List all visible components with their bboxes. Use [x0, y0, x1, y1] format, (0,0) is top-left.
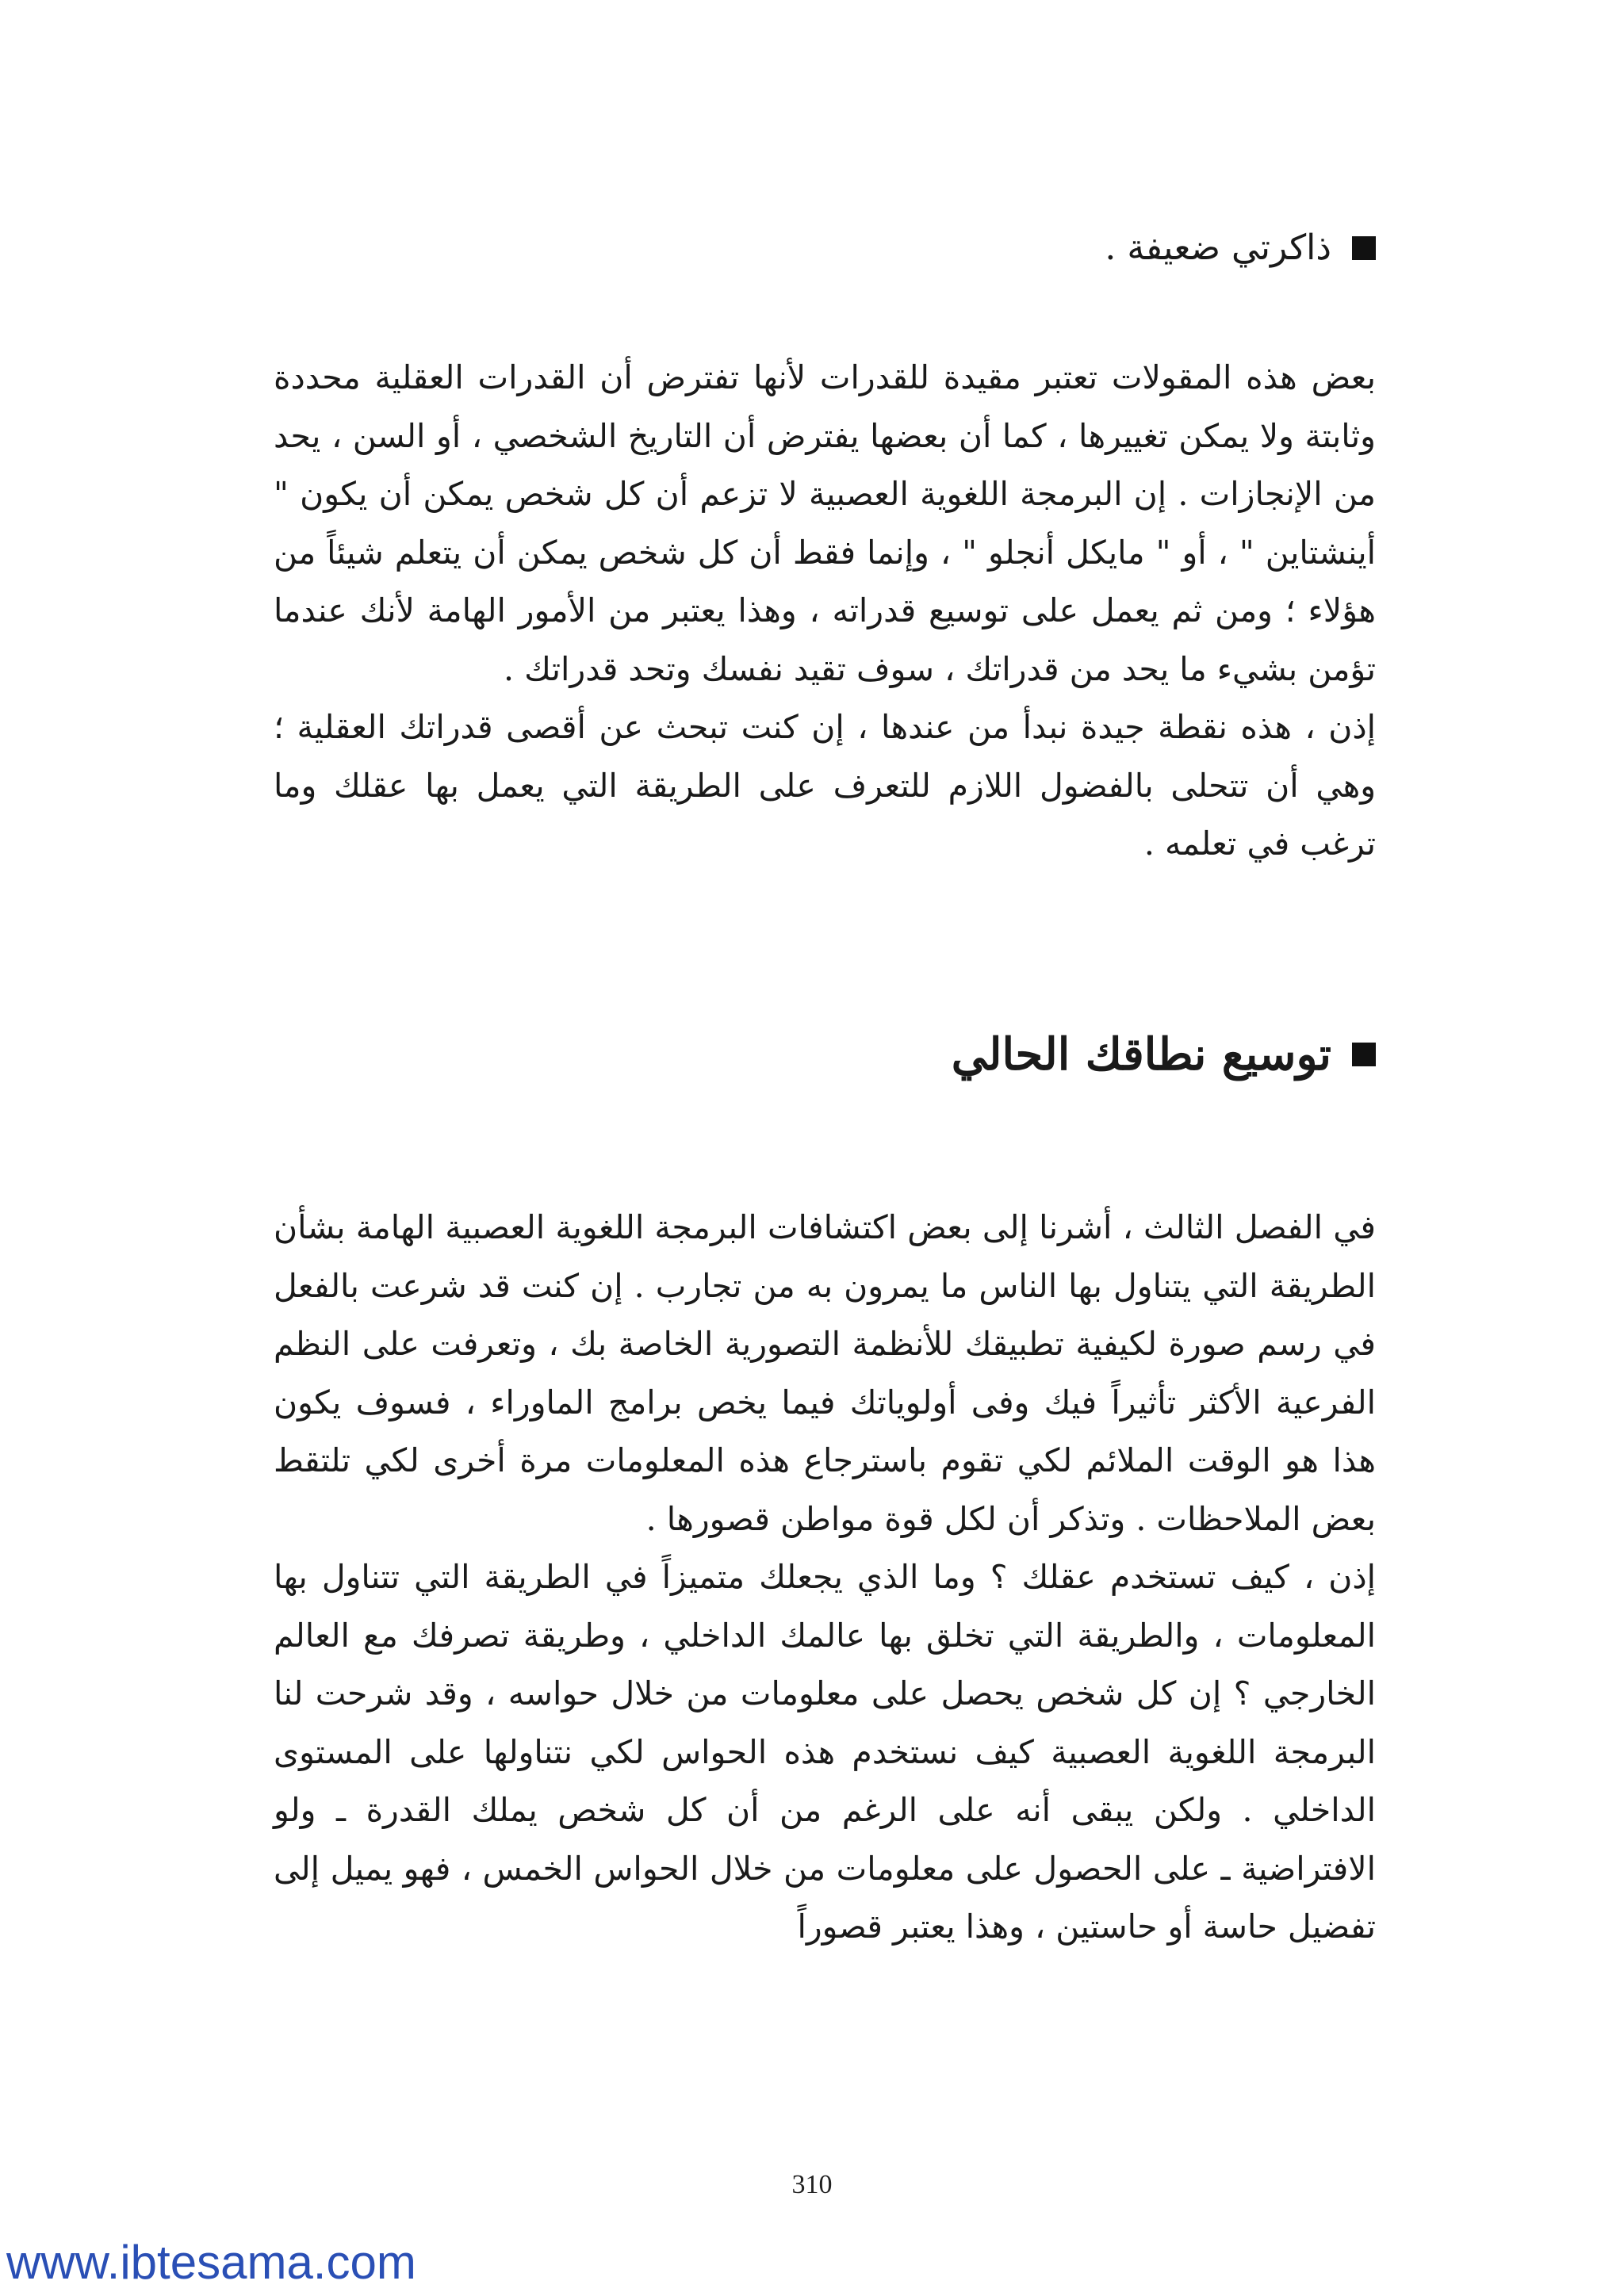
section-body	[274, 349, 1376, 874]
section-heading	[952, 1023, 1376, 1086]
bullet-item	[1105, 224, 1376, 272]
section-body	[274, 1199, 1376, 1957]
bullet-text: ذاكرتي ضعيفة .	[1105, 228, 1331, 268]
paragraph: إذن ، هذه نقطة جيدة نبدأ من عندها ، إن كنت تبحث عن أقصى قدراتك العقلية ؛ وهي أن تتحلى بالفضول اللازم للتعرف على الطريقة التي يعمل بها عقلك وما ترغب في تعلمه .	[274, 708, 1376, 863]
paragraph: بعض هذه المقولات تعتبر مقيدة للقدرات لأنها تفترض أن القدرات العقلية محددة وثابتة ولا يمكن تغييرها ، كما أن بعضها يفترض أن التاريخ الشخصي ، أو السن ، يحد من الإنجازات . إن البرمجة اللغوية العصبية لا تزعم أن كل شخص يمكن أن يكون " أينشتاين " ، أو " مايكل أنجلو " ، وإنما فقط أن كل شخص يمكن أن يتعلم شيئاً من هؤلاء ؛ ومن ثم يعمل على توسيع قدراته ، وهذا يعتبر من الأمور الهامة لأنك عندما تؤمن بشيء ما يحد من قدراتك ، سوف تقيد نفسك وتحد قدراتك .	[274, 358, 1376, 688]
square-bullet-icon	[1352, 1043, 1376, 1066]
paragraph: في الفصل الثالث ، أشرنا إلى بعض اكتشافات البرمجة اللغوية العصبية الهامة بشأن الطريقة التي يتناول بها الناس ما يمرون به من تجارب . إن كنت قد شرعت بالفعل في رسم صورة لكيفية تطبيقك للأنظمة التصورية الخاصة بك ، وتعرفت على النظم الفرعية الأكثر تأثيراً فيك وفى أولوياتك فيما يخص برامج الماوراء ، فسوف يكون هذا هو الوقت الملائم لكي تقوم باسترجاع هذه المعلومات مرة أخرى لكي تلتقط بعض الملاحظات . وتذكر أن لكل قوة مواطن قصورها .	[274, 1208, 1376, 1538]
page-number: 310	[791, 2170, 833, 2199]
watermark-url: www.ibtesama.com	[6, 2236, 416, 2289]
section-heading-text: توسيع نطاقك الحالي	[951, 1028, 1331, 1081]
paragraph: إذن ، كيف تستخدم عقلك ؟ وما الذي يجعلك متميزاً في الطريقة التي تتناول بها المعلومات ، والطريقة التي تخلق بها عالمك الداخلي ، وطريقة تصرفك مع العالم الخارجي ؟ إن كل شخص يحصل على معلومات من خلال حواسه ، وقد شرحت لنا البرمجة اللغوية العصبية كيف نستخدم هذه الحواس لكي نتناولها على المستوى الداخلي . ولكن يبقى أنه على الرغم من أن كل شخص يملك القدرة ـ ولو الافتراضية ـ على الحصول على معلومات من خلال الحواس الخمس ، فهو يميل إلى تفضيل حاسة أو حاستين ، وهذا يعتبر قصوراً	[274, 1558, 1376, 1946]
square-bullet-icon	[1352, 236, 1376, 260]
